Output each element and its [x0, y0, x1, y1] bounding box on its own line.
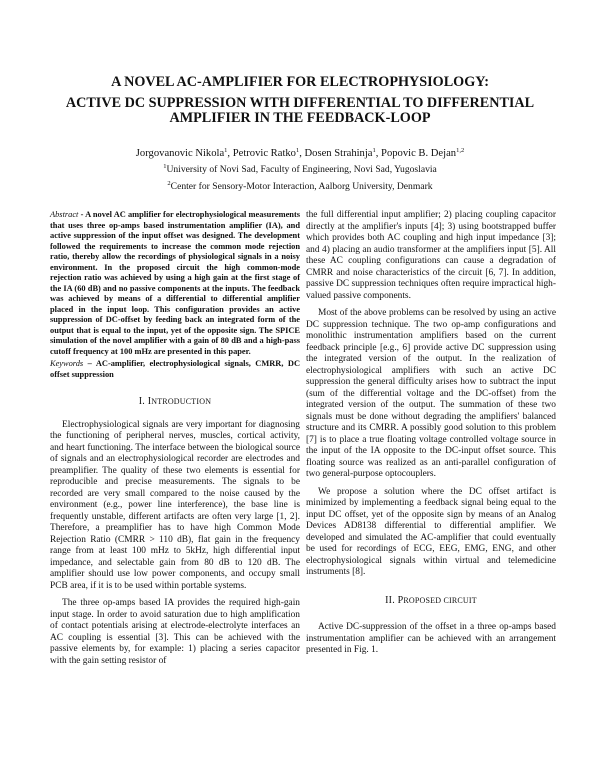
section-heading-proposed-circuit: II. PROPOSED CIRCUIT [385, 594, 477, 606]
left-column [50, 210, 300, 667]
author-affiliation-mark: 1 [372, 147, 376, 154]
affiliation-mark: 1 [163, 163, 167, 170]
author-name: Petrovic Ratko [232, 148, 296, 159]
introduction-paragraph-2: The three op-amps based IA provides the required high-gain input stage. In order to avoid saturation due to high amplification of contact potentials arising at electrode-electrolyte interfaces an AC coupling is essential [3]. This can be achieved with the passive elements by, for example: 1) placing a series capacitor with the gain setting resistor of [50, 598, 300, 666]
affiliation-mark: 2 [167, 180, 171, 187]
keywords-text: – AC-amplifier, electrophysiological signals, CMRR, DC offset suppression [50, 359, 301, 379]
introduction-paragraph-1: Electrophysiological signals are very important for diagnosing the functioning of peripheral nerves, muscles, cortical activity, and heart functioning. The interface between the biological source of signals and an electrophysiological recorder are electrodes and preamplifier. The quality of these two elements is essential for reproducible and precise measurements. The signals to be recorded are very small compared to the noise caused by the environment (e.g., power line interference), the base line is frequently unstable, different artifacts are often very large [1, 2]. Therefore, a preamplifier has to have high Common Mode Rejection Ratio (CMRR > 110 dB), flat gain in the frequency range from at least 100 mHz to 5kHz, high differential input impedance, and selectable gain from 80 dB to 120 dB. The amplifier should use low power components, and occupy small PCB area, if it is to be used within portable systems. [50, 419, 300, 591]
author-affiliation-mark: 1,2 [456, 147, 465, 154]
keywords [50, 359, 300, 380]
abstract [50, 210, 300, 357]
author-name: Dosen Strahinja [304, 148, 373, 159]
author-affiliation-mark: 1 [224, 147, 228, 154]
affiliation-2 [40, 181, 560, 192]
affiliation-text: University of Novi Sad, Faculty of Engineering, Novi Sad, Yugoslavia [166, 164, 437, 175]
author-affiliation-mark: 1 [295, 147, 300, 154]
abstract-label: Abstract [50, 210, 79, 219]
author-name: Popovic B. Dejan [381, 148, 457, 159]
introduction-paragraph-5: We propose a solution where the DC offset artifact is minimized by implementing a feedback signal being equal to the input DC offset, yet of the opposite sign by means of an Analog Devices AD8138 differential to differential amplifier. We developed and simulated the AC-amplifier that could eventually be used for recordings of ECG, EEG, EMG, ENG, and other electrophysiological signals within virtual and telemedicine instruments [8]. [306, 486, 556, 577]
affiliation-text: Center for Sensory-Motor Interaction, Aalborg University, Denmark [170, 181, 433, 192]
introduction-paragraph-4: Most of the above problems can be resolved by using an active DC suppression technique. The two op-amp configurations and monolithic instrumentation amplifiers based on the current feedback principle [e.g., 6] provide active DC suppression using the integrated version of the output. In the realization of electrophysiological amplifiers with such an active DC suppression the general difficulty arises how to subtract the input (sum of the differential voltage and the DC-offset) from the integrated version of the output. The summation of these two signals must be done without degrading the amplifiers' balanced structure and its CMRR. A possibly good solution to this problem [7] is to place a true floating voltage controlled voltage source in the input of the IA opposite to the DC-input offset source. This floating source was realized as an anti-parallel configuration of two general-purpose optocouplers. [306, 308, 556, 479]
paper-title-line-3: AMPLIFIER IN THE FEEDBACK-LOOP [169, 110, 431, 126]
author-name: Jorgovanovic Nikola [135, 148, 225, 159]
paper-title-line-1: A NOVEL AC-AMPLIFIER FOR ELECTROPHYSIOLOGY: [111, 74, 489, 90]
introduction-paragraph-3: the full differential input amplifier; 2) placing coupling capacitor directly at the amplifier's inputs [4]; 3) using bootstrapped buffer which provides both AC coupling and high input impedance [3]; and 4) placing an audio transformer at the amplifiers input [5]. All these AC coupling configurations can cause a degradation of CMRR and noise characteristics of the circuit [6, 7]. In addition, passive DC suppression techniques often require impractical high-valued passive components. [306, 210, 556, 301]
proposed-circuit-paragraph-1: Active DC-suppression of the offset in a three op-amps based instrumentation amplifier can be achieved with an arrangement presented in Fig. 1. [306, 622, 556, 655]
section-heading-introduction: I. INTRODUCTION [138, 396, 212, 407]
abstract-text: - A novel AC amplifier for electrophysiological measurements that uses three op-amps based instrumentation amplifier (IA), and active suppression of the input offset was designed. The development followed the requirements to increase the common mode rejection ratio, thereby allow the recordings of physiological signals in a noisy environment. In the proposed circuit the high common-mode rejection ratio was achieved by using a high gain at the first stage of the IA (60 dB) and no passive components at the inputs. The feedback was achieved by means of a differential to differential amplifier placed in the input loop. This configuration provides an active suppression of DC-offset by feeding back an integrated form of the output that is equal to the input, yet of the opposite sign. The SPICE simulation of the novel amplifier with a gain of 80 dB and a high-pass cutoff frequency at 100 mHz are presented in this paper. [50, 210, 301, 356]
keywords-label: Keywords [50, 359, 84, 368]
right-column [306, 210, 556, 657]
affiliation-1 [40, 164, 560, 175]
author-list: Jorgovanovic Nikola$^1$, Petrovic Ratko$^1$, Dosen Strahinja$^1$, Popovic B. Dejan$^{1,2}$ [135, 147, 465, 159]
paper-title-line-2: ACTIVE DC SUPPRESSION WITH DIFFERENTIAL TO DIFFERENTIAL [65, 95, 535, 111]
